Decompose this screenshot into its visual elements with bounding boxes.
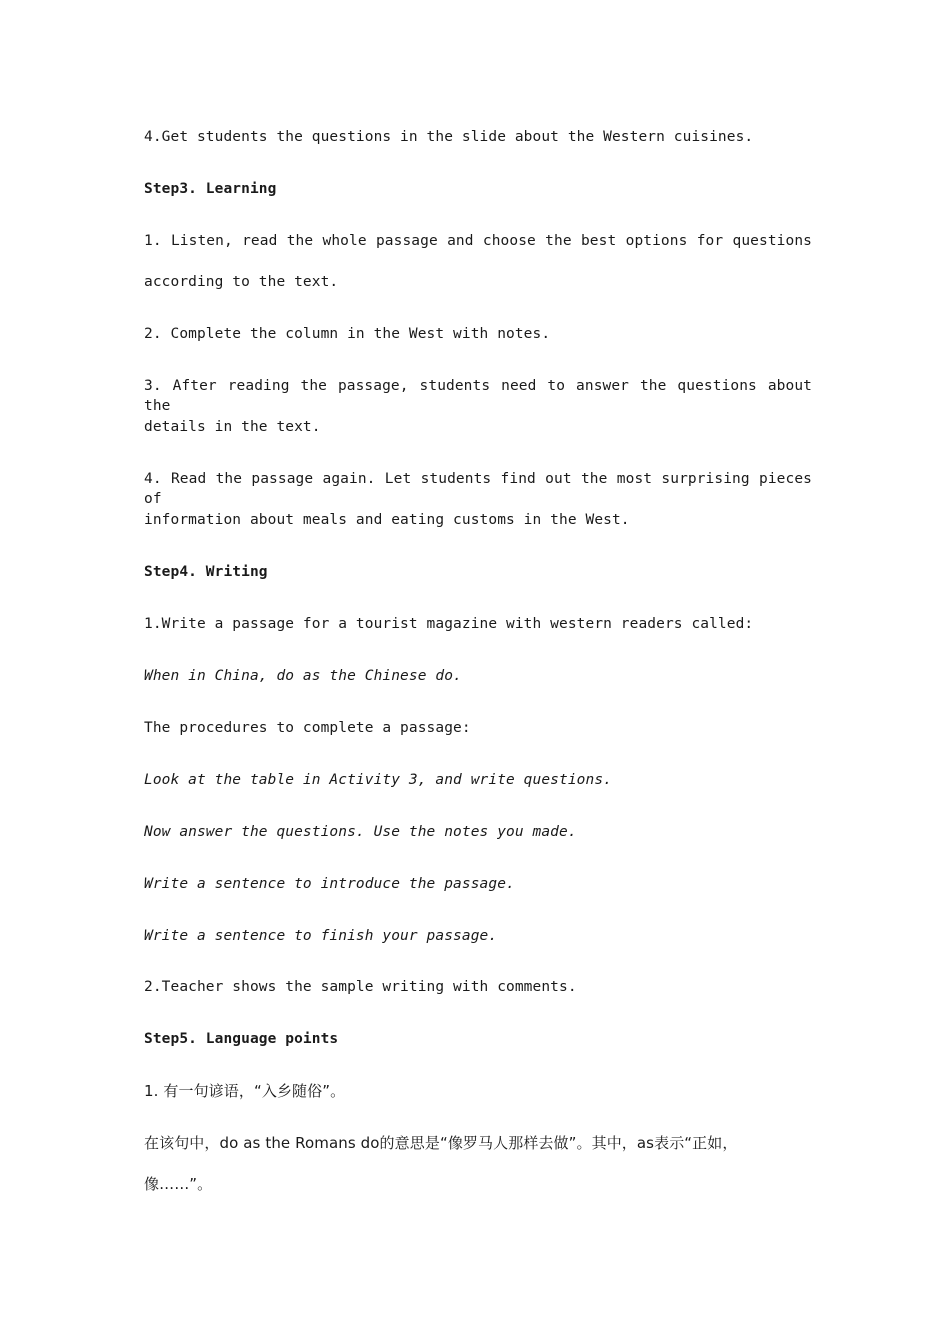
step3-heading: Step3. Learning [144, 181, 277, 197]
step4-item-1: 1.Write a passage for a tourist magazine with western readers called: [144, 616, 754, 632]
step4-procedure-4: Write a sentence to finish your passage. [144, 928, 498, 944]
step4-passage-title: When in China, do as the Chinese do. [144, 668, 462, 684]
step4-procedure-1: Look at the table in Activity 3, and write questions. [144, 772, 612, 788]
step3-item-3-line-2: details in the text. [144, 419, 321, 435]
step5-explanation-line-2: 像……”。 [144, 1175, 213, 1193]
step3-item-1-line-1: 1. Listen, read the whole passage and choose the best options for questions [144, 233, 812, 249]
step4-procedures-intro: The procedures to complete a passage: [144, 720, 471, 736]
step3-item-2: 2. Complete the column in the West with notes. [144, 326, 551, 342]
step3-item-1-line-2: according to the text. [144, 274, 339, 290]
step4-heading: Step4. Writing [144, 564, 268, 580]
step4-procedure-3: Write a sentence to introduce the passage. [144, 876, 515, 892]
step5-item-1: 1. 有一句谚语，“入乡随俗”。 [144, 1082, 346, 1100]
step5-explanation-line-1: 在该句中，do as the Romans do的意思是“像罗马人那样去做”。其中，as表示“正如， [144, 1134, 738, 1152]
step2-item-4: 4.Get students the questions in the slide about the Western cuisines. [144, 129, 754, 145]
step3-item-4-line-2: information about meals and eating customs in the West. [144, 512, 630, 528]
step5-heading: Step5. Language points [144, 1031, 339, 1047]
step4-item-2: 2.Teacher shows the sample writing with comments. [144, 979, 577, 995]
step3-item-3-line-1: 3. After reading the passage, students need to answer the questions about the [144, 378, 812, 414]
step4-procedure-2: Now answer the questions. Use the notes you made. [144, 824, 577, 840]
step3-item-4-line-1: 4. Read the passage again. Let students find out the most surprising pieces of [144, 471, 812, 507]
